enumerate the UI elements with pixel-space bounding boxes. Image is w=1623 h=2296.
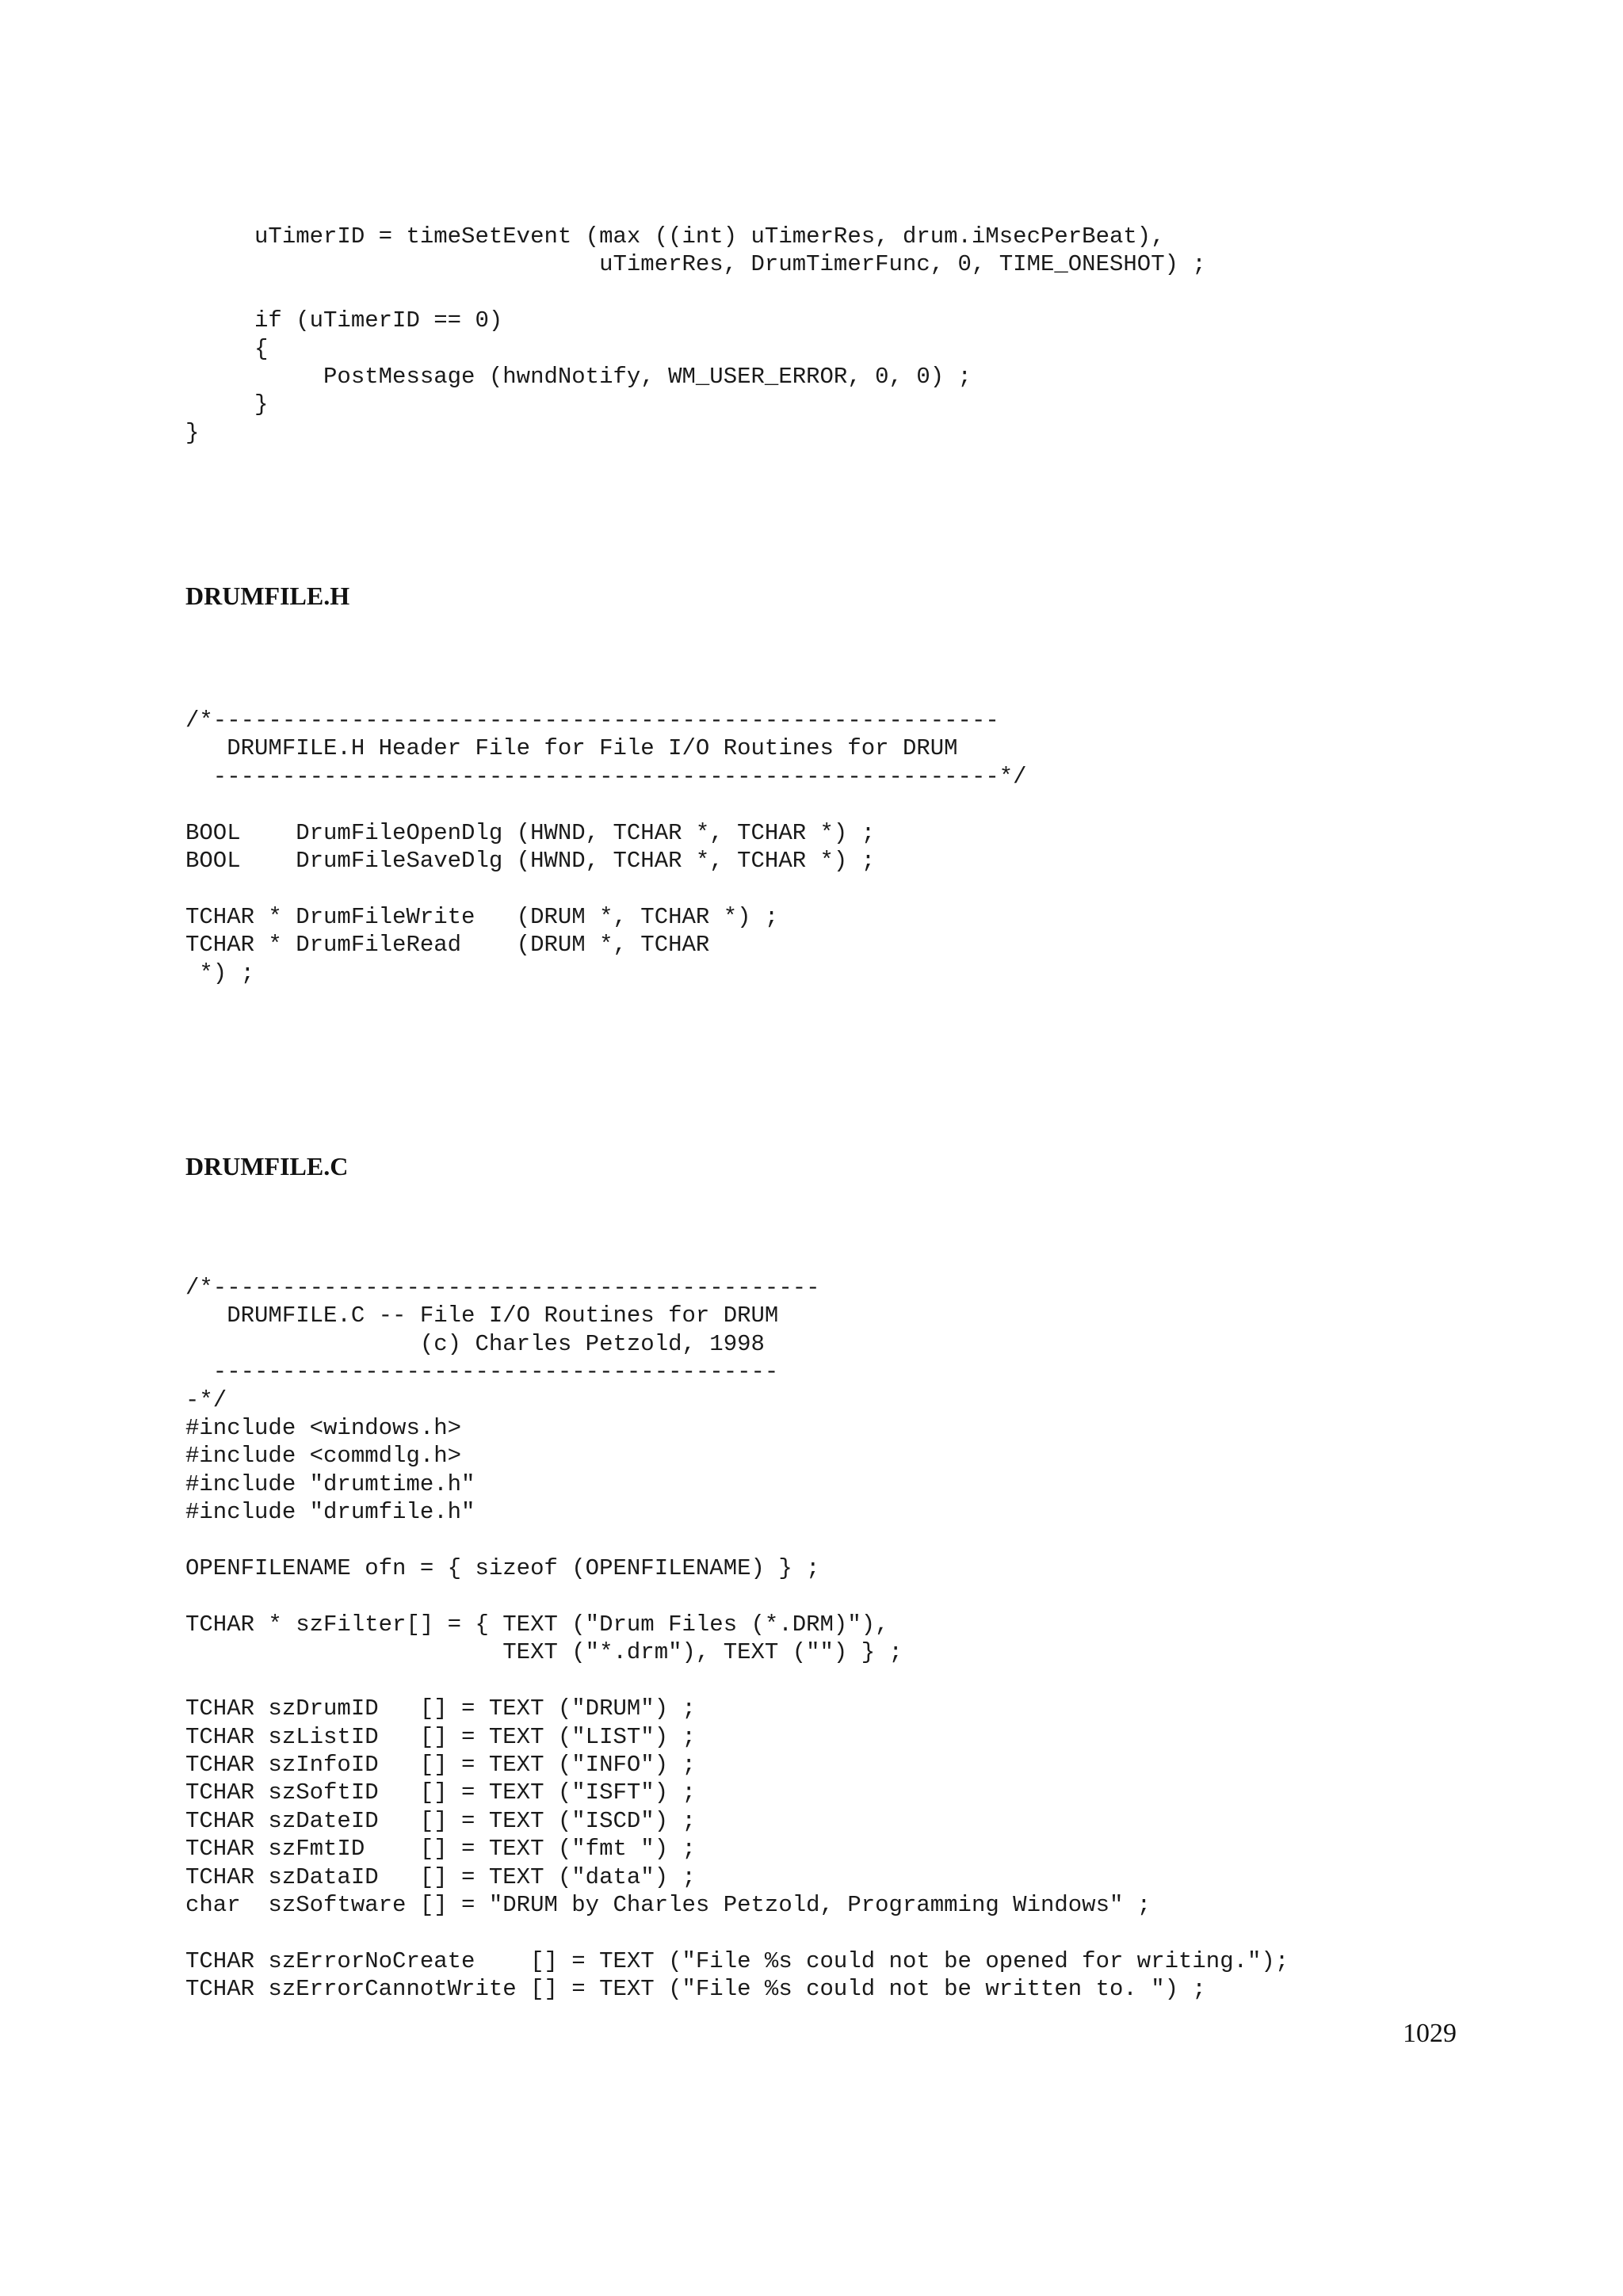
- code-block-drumfile-h: /*--------------------------------------------------------- DRUMFILE.H Header File for File I/O Routines for DRUM ---------------------------------------------------------*/ BOOL DrumFileOpenDlg (HWND, TCHAR *, TCHAR *) ; BOOL DrumFileSaveDlg (HWND, TCHAR *, TCHAR *) ; TCHAR * DrumFileWrite (DRUM *, TCHAR *) ; TCHAR * DrumFileRead (DRUM *, TCHAR *) ;: [185, 707, 1027, 986]
- page-number: 1029: [1403, 2019, 1457, 2048]
- code-block-drumfile-c: /*-------------------------------------------- DRUMFILE.C -- File I/O Routines for DRUM (c) Charles Petzold, 1998 ----------------------------------------- -*/ #include <windows.h> #include <commdlg.h> #include "drumtime.h" #include "drumfile.h" OPENFILENAME ofn = { sizeof (OPENFILENAME) } ; TCHAR * szFilter[] = { TEXT ("Drum Files (*.DRM)"), TEXT ("*.drm"), TEXT ("") } ; TCHAR szDrumID [] = TEXT ("DRUM") ; TCHAR szListID [] = TEXT ("LIST") ; TCHAR szInfoID [] = TEXT ("INFO") ; TCHAR szSoftID [] = TEXT ("ISFT") ; TCHAR szDateID [] = TEXT ("ISCD") ; TCHAR szFmtID [] = TEXT ("fmt ") ; TCHAR szDataID [] = TEXT ("data") ; char szSoftware [] = "DRUM by Charles Petzold, Programming Windows" ; TCHAR szErrorNoCreate [] = TEXT ("File %s could not be opened for writing."); TCHAR szErrorCannotWrite [] = TEXT ("File %s could not be written to. ") ;: [185, 1275, 1289, 2003]
- code-block-timer-setup: uTimerID = timeSetEvent (max ((int) uTimerRes, drum.iMsecPerBeat), uTimerRes, DrumTimerFunc, 0, TIME_ONESHOT) ; if (uTimerID == 0) { PostMessage (hwndNotify, WM_USER_ERROR, 0, 0) ; } }: [185, 223, 1206, 446]
- section-heading-drumfile-c: DRUMFILE.C: [185, 1152, 349, 1180]
- section-heading-drumfile-h: DRUMFILE.H: [185, 582, 350, 610]
